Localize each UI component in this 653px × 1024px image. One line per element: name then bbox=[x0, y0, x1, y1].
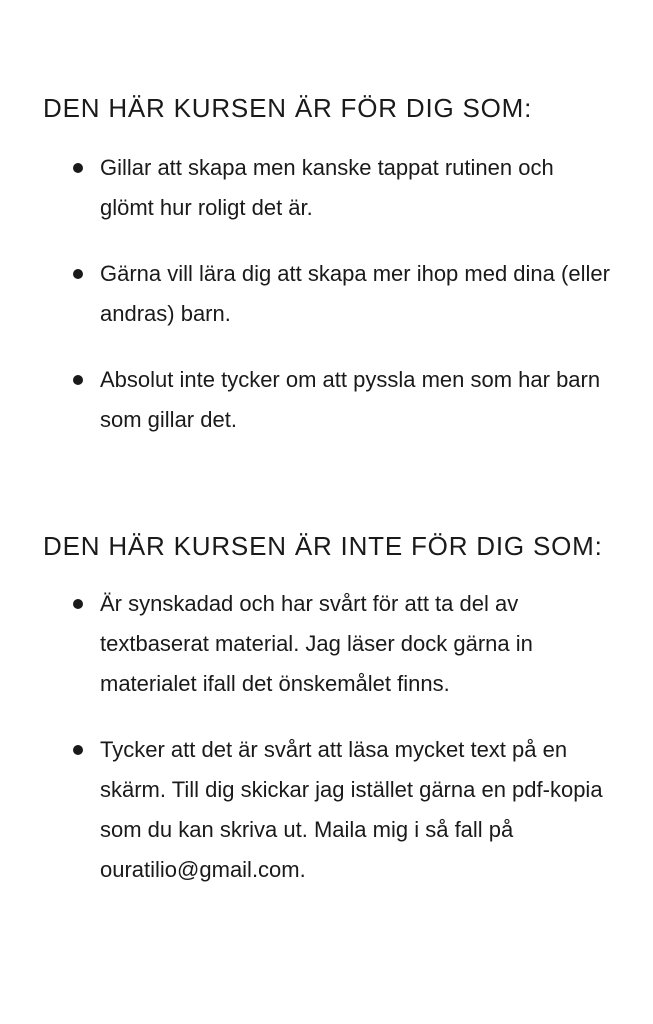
for-you-list bbox=[43, 148, 613, 440]
list-item-text: Gärna vill lära dig att skapa mer ihop med dina (eller andras) barn. bbox=[100, 261, 610, 326]
for-you-heading: DEN HÄR KURSEN ÄR FÖR DIG SOM: bbox=[43, 93, 533, 123]
bullet-dot-icon bbox=[73, 269, 83, 279]
list-item-text: Gillar att skapa men kanske tappat rutinen och glömt hur roligt det är. bbox=[100, 155, 554, 220]
list-item bbox=[43, 148, 613, 228]
bullet-dot-icon bbox=[73, 375, 83, 385]
not-for-you-heading: DEN HÄR KURSEN ÄR INTE FÖR DIG SOM: bbox=[43, 531, 603, 561]
list-item-text: Absolut inte tycker om att pyssla men som har barn som gillar det. bbox=[100, 367, 601, 432]
for-you-section bbox=[43, 92, 613, 466]
list-item bbox=[43, 584, 613, 704]
list-item bbox=[43, 730, 613, 890]
list-item bbox=[43, 254, 613, 334]
not-for-you-section bbox=[43, 530, 613, 916]
bullet-dot-icon bbox=[73, 599, 83, 609]
not-for-you-list bbox=[43, 584, 613, 890]
list-item bbox=[43, 360, 613, 440]
bullet-dot-icon bbox=[73, 163, 83, 173]
bullet-dot-icon bbox=[73, 745, 83, 755]
list-item-text: Tycker att det är svårt att läsa mycket text på en skärm. Till dig skickar jag istället gärna en pdf-kopia som du kan skriva ut. Maila mig i så fall på ouratilio@gmail.com. bbox=[100, 737, 603, 882]
list-item-text: Är synskadad och har svårt för att ta del av textbaserat material. Jag läser dock gärna in materialet ifall det önskemålet finns. bbox=[100, 591, 533, 696]
